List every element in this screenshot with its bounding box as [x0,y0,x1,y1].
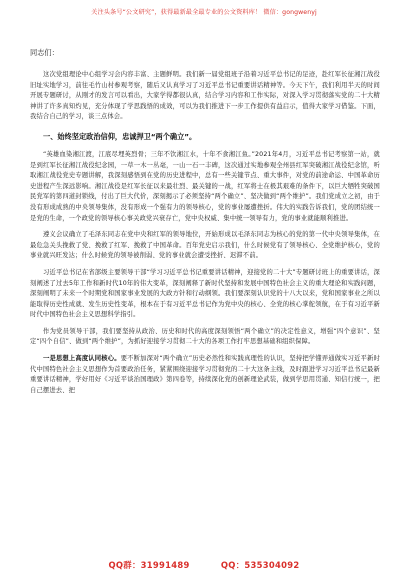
section-1-paragraph-3: 习近平总书记在省部级主要领导干部“学习习近平总书记重要讲话精神，迎接党的二十大”专题研讨班上的重要讲话，深刻阐述了过去5年工作和新时代10年的伟大变革，深刻阐释了新时代坚持和发展中国特色社会主义的重大理论和实践问题，深刻阐明了未来一个时期党和国家事业发展的大政方针和行动纲领。我们要深刻认识党的十八大以来，党和国家事业之所以能取得历史性成就、发生历史性变革，根本在于有习近平总书记作为党中央的核心、全党的核心掌舵领航，在于有习近平新时代中国特色社会主义思想科学指引。 [30,268,380,319]
section-1-paragraph-4: 作为党员领导干部，我们要坚持从政治、历史和时代的高度深刻领悟“两个确立”的决定性意义，增强“四个意识”、坚定“四个自信”、做到“两个维护”，为抓好迎接学习贯彻二十大的各项工作打牢思想基础和组织保障。 [30,327,380,346]
document-body [30,48,380,402]
footer-contact [0,560,408,571]
section-2-paragraph [30,354,380,396]
section-1-heading: 一、始终坚定政治信仰，忠诚捍卫“两个确立”。 [43,131,197,141]
intro-paragraph: 这次党组理论中心组学习会内容丰富、主题鲜明。我们新一届党组班子沿着习近平总书记的足迹，赴红军长征湘江战役旧址实地学习，前往毛竹山村参观考察，随后又认真学习了习近平总书记重要讲话精神等。今天下午，我们利用半天的时间开展专题研讨，从刚才的发言可以看出，大家学得都很认真，结合学习内容和工作实际，对深入学习贯彻落实党的二十大精神讲了许多真知灼见，充分体现了学思践悟的成效，可以为我们推进下一步工作提供有益启示，值得大家学习借鉴。下面，我结合自己的学习，谈三点体会。 [30,71,380,121]
section-1-paragraph-1: “英雄血染湘江渡，江底尽埋英烈骨；三年不饮湘江水，十年不食湘江鱼。”2021年4月，习近平总书记考察第一站，就是到红军长征湘江战役纪念园，一草一木一丛毫，一山一石一丰碑，这次通过实地参观全州县红军突破湘江战役纪念馆，听取湘江战役党史专题讲解，我深刻感悟到在党的历史进程中，总有一些关键节点、重大事件，对党的前途命运、中国革命历史进程产生深远影响。湘江战役是红军长征以来最壮烈、最关键的一战，红军将士在极其艰难的条件下，以巨大牺牲突破国民党军的第四道封锁线，付出了巨大代价，深刻揭示了必须坚持“两个确立”、坚决做到“两个维护”。我们党成立之初，由于没有形成成熟的中央领导集体，没有形成一个强有力的领导核心，党的事业屡遭挫折。伟大的实践告诉我们，党的团结统一是党的生命，一个政党的领导核心事关政党兴衰存亡，党中央权威、集中统一领导有力，党的事业就能顺利推进。 [30,150,380,222]
greeting: 同志们： [30,48,59,57]
section-2-lead: 一是思想上高度认同核心。 [43,355,121,363]
section-1-paragraph-2: 遵义会议确立了毛泽东同志在党中央和红军的领导地位，开始形成以毛泽东同志为核心的党的第一代中央领导集体，在最危急关头挽救了党、挽救了红军、挽救了中国革命。百年党史启示我们，什么时候党有了领导核心、全党维护核心，党的事业就兴旺发达；什么时候党的领导被削弱、党的事业就会遭受挫折、迟滞不前。 [30,231,380,260]
header-banner: 关注头条号“公文研究”，获得最新最全最专业的公文资料库！ 微信：gongwenyj [91,9,317,16]
section-2-text: 要不断加深对“两个确立”历史必然性和实践真理性的认识，坚持把学懂弄通做实习近平新时代中国特色社会主义思想作为首要政治任务，紧紧围绕迎接学习贯彻党的二十大这条主线，及时跟进学习习近平总书记最新重要讲话精神，学好用好《习近平谈治国理政》第四卷等，持续深化党的创新理论武装，做到学思用贯通、知信行统一，把自己摆进去、把 [30,355,380,394]
qq-group: QQ群：31991489 [108,560,190,570]
qq-number: QQ：535304092 [220,560,300,570]
